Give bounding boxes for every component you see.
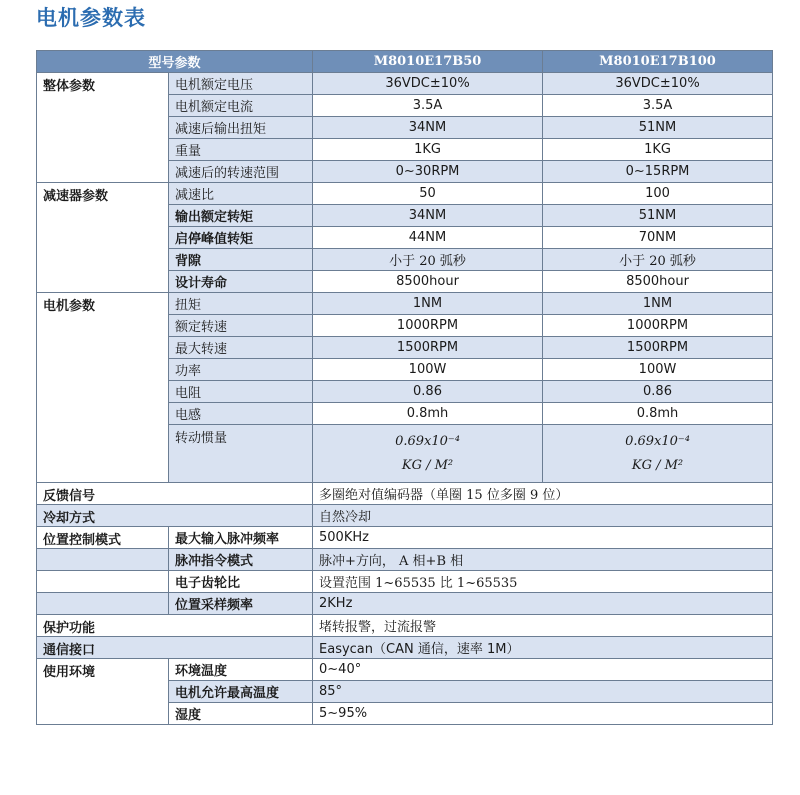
- row-label: 脉冲指令模式: [169, 549, 313, 571]
- row-value-a: 1500RPM: [313, 337, 543, 359]
- table-row: [37, 73, 773, 95]
- row-value-b: 0.8mh: [543, 403, 773, 425]
- protection-value: 堵转报警，过流报警: [313, 615, 773, 637]
- row-value-a: 100W: [313, 359, 543, 381]
- header-model-b: M8010E17B100: [543, 51, 773, 73]
- inertia-value-line2: KG / M²: [401, 457, 454, 473]
- row-label: 转动惯量: [169, 425, 313, 483]
- row-value-b: 51NM: [543, 205, 773, 227]
- row-label: 最大转速: [169, 337, 313, 359]
- group-cooling: 冷却方式: [37, 505, 313, 527]
- row-label: 电机允许最高温度: [169, 681, 313, 703]
- row-value-b: 1000RPM: [543, 315, 773, 337]
- row-value-b: 70NM: [543, 227, 773, 249]
- table-row: [37, 183, 773, 205]
- table-row: [37, 483, 773, 505]
- inertia-value-line2: KG / M²: [631, 457, 684, 473]
- group-protection: 保护功能: [37, 615, 313, 637]
- row-label: 减速比: [169, 183, 313, 205]
- table-row: [37, 527, 773, 549]
- row-label: 设计寿命: [169, 271, 313, 293]
- row-value-b: 3.5A: [543, 95, 773, 117]
- row-value-a: 3.5A: [313, 95, 543, 117]
- group-comm: 通信接口: [37, 637, 313, 659]
- row-value-a: 1000RPM: [313, 315, 543, 337]
- inertia-value-line1: 0.69x10⁻⁴: [395, 433, 460, 449]
- row-value: 5~95%: [313, 703, 773, 725]
- group-env: 使用环境: [37, 659, 169, 725]
- row-value-a: 1KG: [313, 139, 543, 161]
- row-label: 电子齿轮比: [169, 571, 313, 593]
- row-value-a: 0.8mh: [313, 403, 543, 425]
- row-label: 功率: [169, 359, 313, 381]
- table-row: [37, 637, 773, 659]
- row-value: 500KHz: [313, 527, 773, 549]
- row-value: 85°: [313, 681, 773, 703]
- table-row: [37, 571, 773, 593]
- row-value-a: 36VDC±10%: [313, 73, 543, 95]
- row-value-b: [543, 425, 773, 483]
- row-label: 重量: [169, 139, 313, 161]
- row-label: 输出额定转矩: [169, 205, 313, 227]
- row-value-b: 1NM: [543, 293, 773, 315]
- table-row: [37, 549, 773, 571]
- row-label: 电阻: [169, 381, 313, 403]
- row-value-b: 51NM: [543, 117, 773, 139]
- row-label: 额定转速: [169, 315, 313, 337]
- row-value-b: 36VDC±10%: [543, 73, 773, 95]
- row-label: 湿度: [169, 703, 313, 725]
- group-position: 位置控制模式: [37, 527, 169, 549]
- row-value-a: 44NM: [313, 227, 543, 249]
- group-position-cont: [37, 593, 169, 615]
- table-row: [37, 593, 773, 615]
- row-label: 电机额定电压: [169, 73, 313, 95]
- header-model-a: M8010E17B50: [313, 51, 543, 73]
- row-label: 环境温度: [169, 659, 313, 681]
- row-value-b: 小于 20 弧秒: [543, 249, 773, 271]
- row-value-b: 0.86: [543, 381, 773, 403]
- row-value-a: 小于 20 弧秒: [313, 249, 543, 271]
- row-label: 位置采样频率: [169, 593, 313, 615]
- row-value-a: 34NM: [313, 117, 543, 139]
- row-value-b: 8500hour: [543, 271, 773, 293]
- row-value-b: 100W: [543, 359, 773, 381]
- inertia-value-line1: 0.69x10⁻⁴: [625, 433, 690, 449]
- row-label: 背隙: [169, 249, 313, 271]
- table-row: [37, 505, 773, 527]
- table-header-row: [37, 51, 773, 73]
- cooling-value: 自然冷却: [313, 505, 773, 527]
- row-value-a: 0.86: [313, 381, 543, 403]
- group-motor: 电机参数: [37, 293, 169, 483]
- row-value-a: 50: [313, 183, 543, 205]
- row-label: 扭矩: [169, 293, 313, 315]
- row-value: 2KHz: [313, 593, 773, 615]
- group-position-cont: [37, 571, 169, 593]
- row-value: 0~40°: [313, 659, 773, 681]
- row-value-b: 1500RPM: [543, 337, 773, 359]
- row-label: 电机额定电流: [169, 95, 313, 117]
- row-value-a: 34NM: [313, 205, 543, 227]
- table-row: [37, 659, 773, 681]
- row-value: 设置范围 1~65535 比 1~65535: [313, 571, 773, 593]
- table-row: [37, 293, 773, 315]
- row-value-a: 1NM: [313, 293, 543, 315]
- row-value-b: 100: [543, 183, 773, 205]
- row-value-a: [313, 425, 543, 483]
- feedback-value: 多圈绝对值编码器（单圈 15 位多圈 9 位）: [313, 483, 773, 505]
- page-title: 电机参数表: [36, 6, 146, 30]
- row-label: 减速后的转速范围: [169, 161, 313, 183]
- row-label: 电感: [169, 403, 313, 425]
- group-position-cont: [37, 549, 169, 571]
- motor-spec-table: [36, 50, 773, 725]
- row-label: 最大输入脉冲频率: [169, 527, 313, 549]
- group-feedback: 反馈信号: [37, 483, 313, 505]
- header-label: 型号参数: [37, 51, 313, 73]
- row-value-a: 8500hour: [313, 271, 543, 293]
- row-value: 脉冲+方向， A 相+B 相: [313, 549, 773, 571]
- row-label: 减速后输出扭矩: [169, 117, 313, 139]
- row-value-b: 0~15RPM: [543, 161, 773, 183]
- row-value-b: 1KG: [543, 139, 773, 161]
- comm-value: Easycan（CAN 通信，速率 1M）: [313, 637, 773, 659]
- table-row: [37, 615, 773, 637]
- group-overall: 整体参数: [37, 73, 169, 183]
- group-reducer: 减速器参数: [37, 183, 169, 293]
- row-label: 启停峰值转矩: [169, 227, 313, 249]
- row-value-a: 0~30RPM: [313, 161, 543, 183]
